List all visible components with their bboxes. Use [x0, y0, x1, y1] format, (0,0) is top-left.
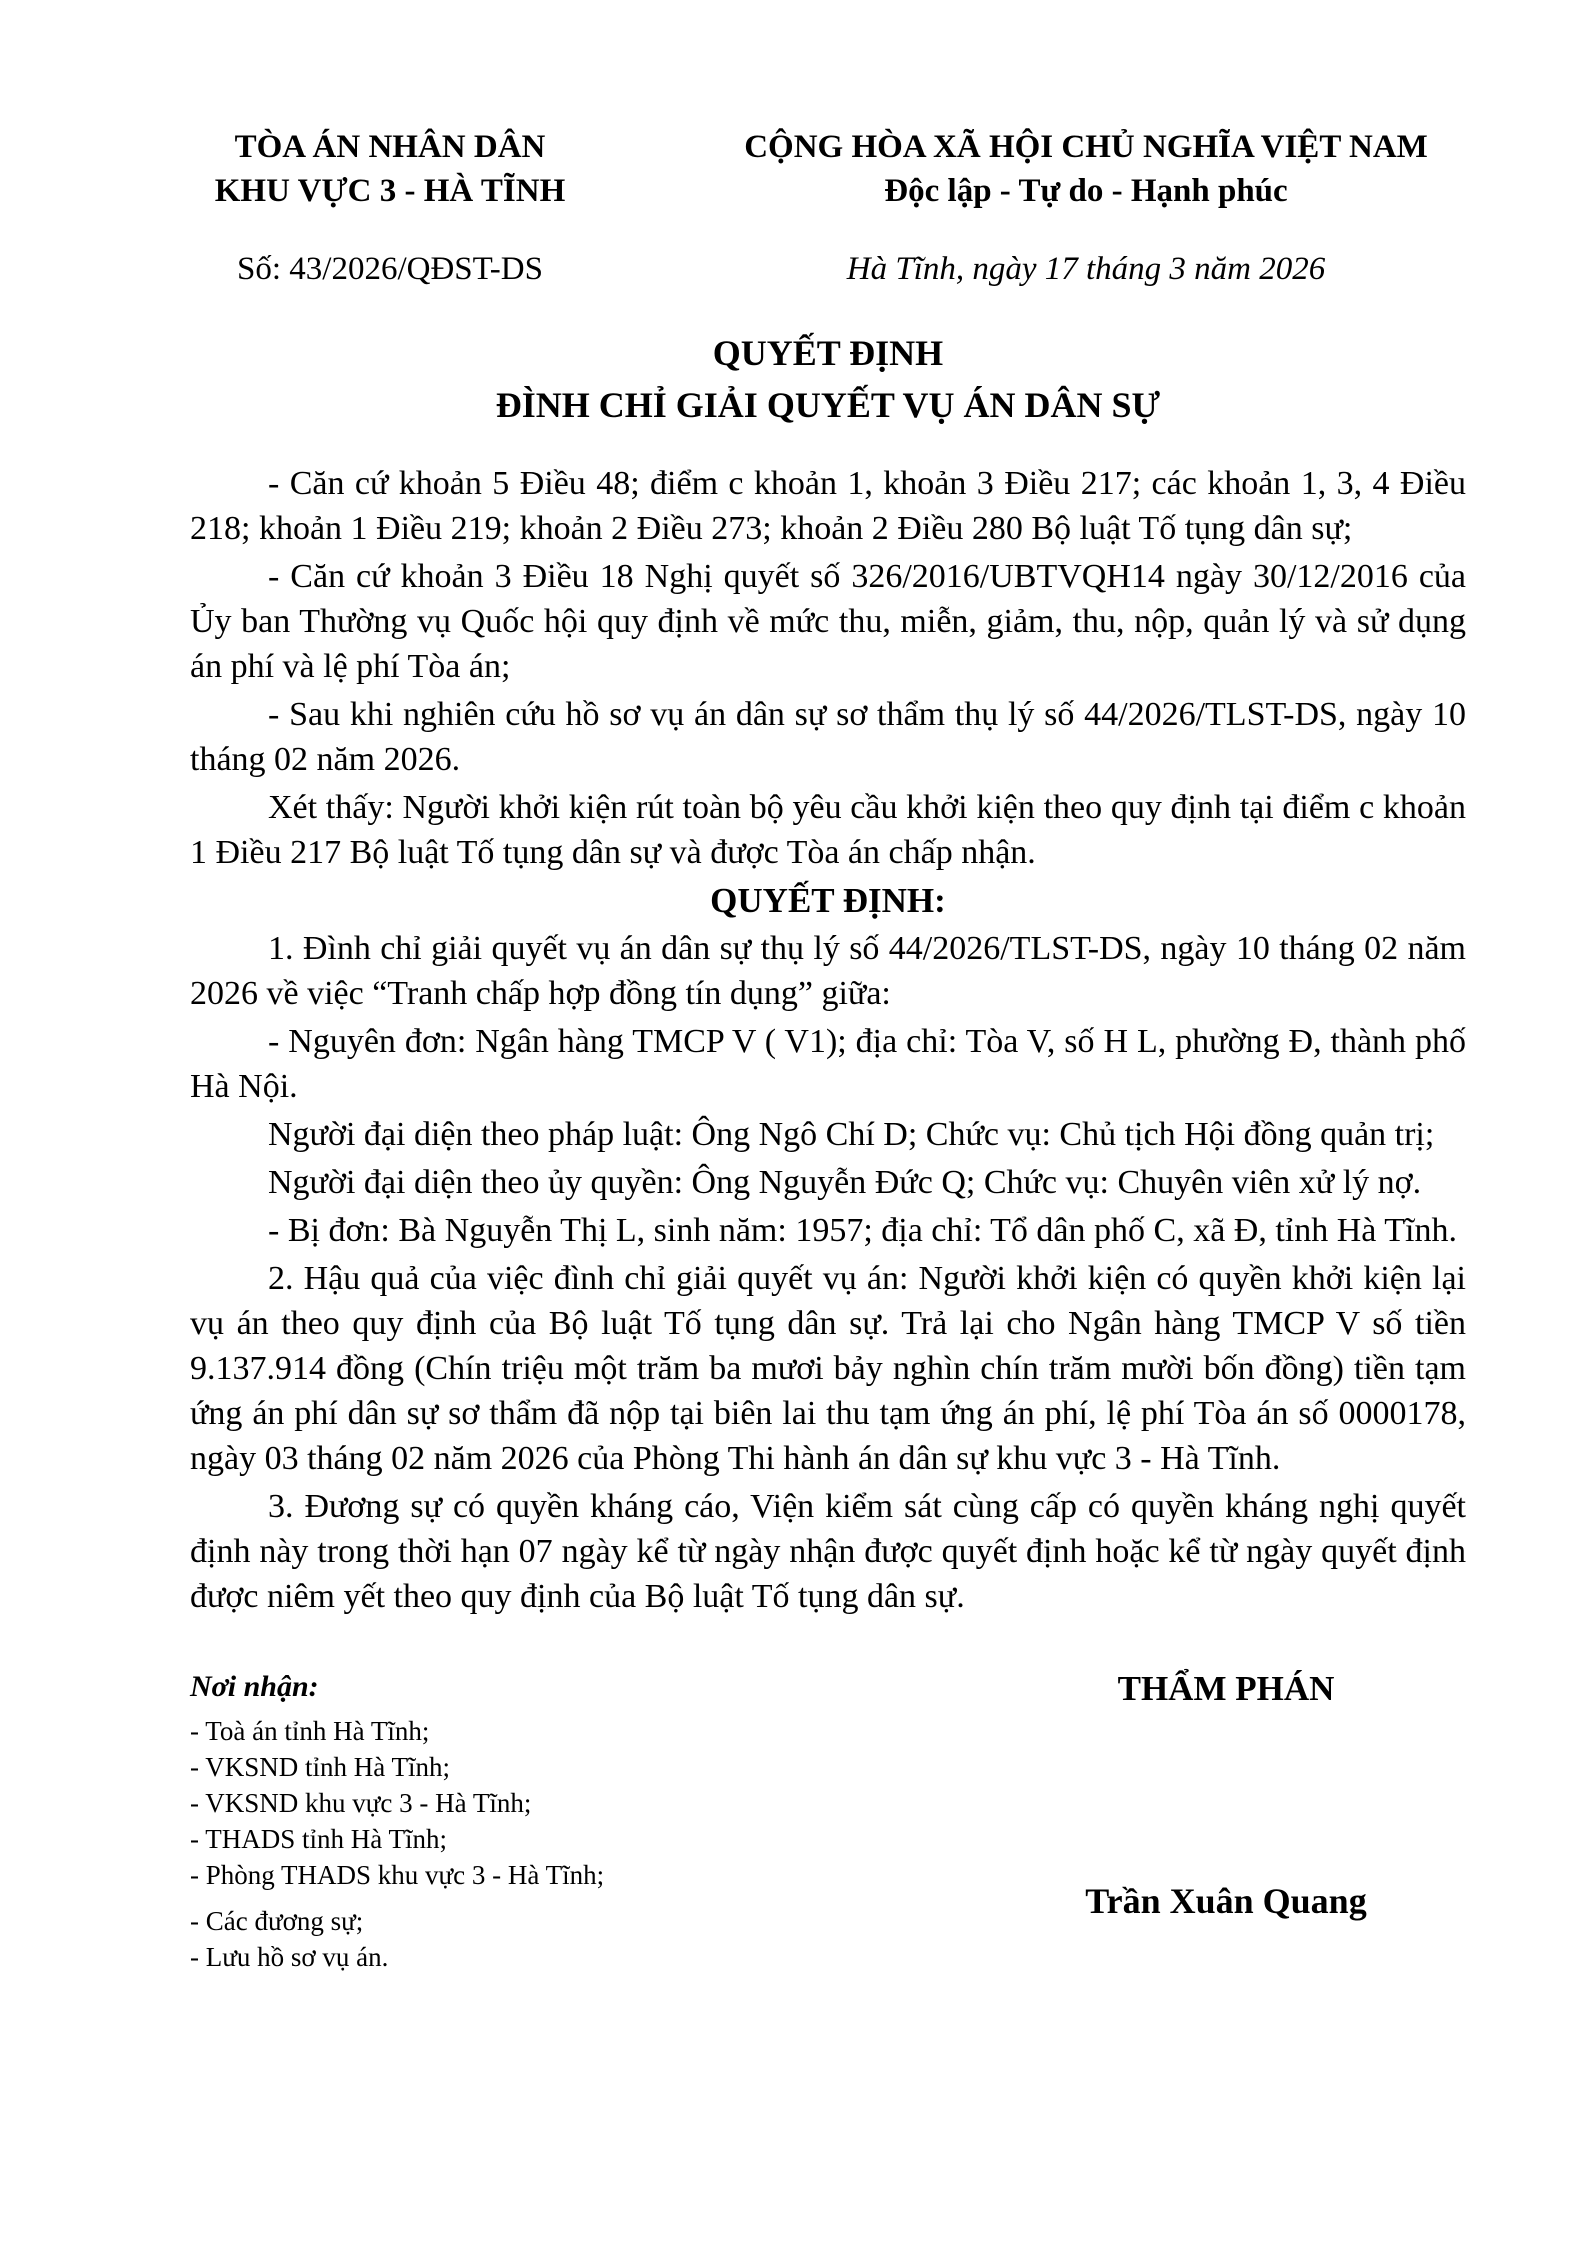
recipient-item: - VKSND tỉnh Hà Tĩnh;	[190, 1752, 451, 1782]
national-motto: Độc lập - Tự do - Hạnh phúc	[884, 173, 1288, 209]
document-title-line1: QUYẾT ĐỊNH	[712, 333, 944, 373]
decision-paragraph: 3. Đương sự có quyền kháng cáo, Viện kiểm sát cùng cấp có quyền kháng nghị quyết định này trong thời hạn 07 ngày kể từ ngày nhận được quyết định hoặc kể từ ngày quyết định được niêm yết theo quy định của Bộ luật Tố tụng dân sự.	[190, 1488, 1466, 1615]
recipient-item: - THADS tỉnh Hà Tĩnh;	[190, 1824, 448, 1854]
document-footer	[190, 1667, 1466, 1975]
court-name-line1: TÒA ÁN NHÂN DÂN	[234, 129, 546, 165]
recipients-heading: Nơi nhận:	[190, 1670, 319, 1703]
recital-paragraph: Xét thấy: Người khởi kiện rút toàn bộ yêu cầu khởi kiện theo quy định tại điểm c khoản 1 Điều 217 Bộ luật Tố tụng dân sự và được Tòa án chấp nhận.	[190, 789, 1466, 871]
signature-block	[986, 1667, 1466, 1975]
decision-paragraph: 1. Đình chỉ giải quyết vụ án dân sự thụ lý số 44/2026/TLST-DS, ngày 10 tháng 02 năm 2026 về việc “Tranh chấp hợp đồng tín dụng” giữa:	[190, 930, 1466, 1012]
document-body	[190, 461, 1466, 1619]
case-number: Số: 43/2026/QĐST-DS	[237, 251, 543, 287]
decision-paragraph: 2. Hậu quả của việc đình chỉ giải quyết vụ án: Người khởi kiện có quyền khởi kiện lại vụ án theo quy định của Bộ luật Tố tụng dân sự. Trả lại cho Ngân hàng TMCP V số tiền 9.137.914 đồng (Chín triệu một trăm ba mươi bảy nghìn chín trăm mười bốn đồng) tiền tạm ứng án phí dân sự sơ thẩm đã nộp tại biên lai thu tạm ứng án phí, lệ phí Tòa án số 0000178, ngày 03 tháng 02 năm 2026 của Phòng Thi hành án dân sự khu vực 3 - Hà Tĩnh.	[190, 1260, 1466, 1477]
document-title	[190, 327, 1466, 431]
recital-paragraph: - Căn cứ khoản 3 Điều 18 Nghị quyết số 326/2016/UBTVQH14 ngày 30/12/2016 của Ủy ban Thường vụ Quốc hội quy định về mức thu, miễn, giảm, thu, nộp, quản lý và sử dụng án phí và lệ phí Tòa án;	[190, 558, 1466, 685]
recital-paragraph: - Sau khi nghiên cứu hồ sơ vụ án dân sự sơ thẩm thụ lý số 44/2026/TLST-DS, ngày 10 tháng 02 năm 2026.	[190, 696, 1466, 778]
recipient-item: - Các đương sự;	[190, 1906, 364, 1936]
decision-paragraph: Người đại diện theo ủy quyền: Ông Nguyễn Đức Q; Chức vụ: Chuyên viên xử lý nợ.	[268, 1164, 1422, 1201]
decision-paragraph: - Bị đơn: Bà Nguyễn Thị L, sinh năm: 1957; địa chỉ: Tổ dân phố C, xã Đ, tỉnh Hà Tĩnh.	[268, 1212, 1457, 1249]
recipient-item: - VKSND khu vực 3 - Hà Tĩnh;	[190, 1788, 532, 1818]
national-title: CỘNG HÒA XÃ HỘI CHỦ NGHĨA VIỆT NAM	[744, 129, 1428, 165]
recipient-item: - Toà án tỉnh Hà Tĩnh;	[190, 1716, 430, 1746]
place-date-line: Hà Tĩnh, ngày 17 tháng 3 năm 2026	[846, 251, 1326, 287]
recipient-item: - Phòng THADS khu vực 3 - Hà Tĩnh;	[190, 1860, 605, 1890]
decision-paragraph: Người đại diện theo pháp luật: Ông Ngô Chí D; Chức vụ: Chủ tịch Hội đồng quản trị;	[268, 1116, 1435, 1153]
issuing-court-block	[190, 125, 590, 291]
recipients-block	[190, 1667, 986, 1975]
national-header-block	[706, 125, 1466, 291]
signer-role: THẨM PHÁN	[1117, 1669, 1335, 1708]
recipient-item: - Lưu hồ sơ vụ án.	[190, 1942, 389, 1972]
recital-paragraph: - Căn cứ khoản 5 Điều 48; điểm c khoản 1, khoản 3 Điều 217; các khoản 1, 3, 4 Điều 218; khoản 1 Điều 219; khoản 2 Điều 273; khoản 2 Điều 280 Bộ luật Tố tụng dân sự;	[190, 465, 1466, 547]
court-name-line2: KHU VỰC 3 - HÀ TĨNH	[214, 173, 566, 209]
signer-name: Trần Xuân Quang	[1085, 1881, 1367, 1921]
document-title-line2: ĐÌNH CHỈ GIẢI QUYẾT VỤ ÁN DÂN SỰ	[495, 385, 1161, 425]
document-header	[190, 125, 1466, 291]
decision-heading: QUYẾT ĐỊNH:	[710, 881, 946, 920]
decision-paragraph: - Nguyên đơn: Ngân hàng TMCP V ( V1); địa chỉ: Tòa V, số H L, phường Đ, thành phố Hà Nội.	[190, 1023, 1466, 1105]
